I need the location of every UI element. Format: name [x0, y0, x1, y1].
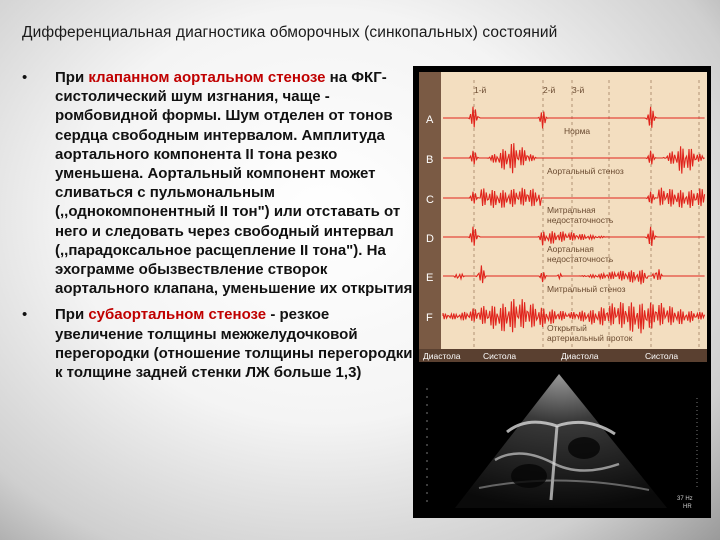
footer-label-diastole-1: Диастола	[423, 351, 461, 361]
row-label-a: Норма	[564, 126, 591, 136]
echocardiogram-svg	[419, 368, 707, 514]
row-label-f-1: Открытый	[547, 323, 587, 333]
row-letter-c: C	[426, 194, 434, 206]
row-label-b: Аортальный стеноз	[547, 166, 624, 176]
row-letter-d: D	[426, 233, 434, 245]
slide-title: Дифференциальная диагностика обморочных (синкопальных) состояний	[22, 24, 558, 41]
row-letter-f: F	[426, 312, 433, 324]
bullet-highlight: клапанном аортальном стенозе	[88, 69, 326, 86]
bullet-text	[55, 68, 414, 298]
bullet-prefix: При	[55, 69, 89, 86]
bullet-item-valvular	[22, 68, 414, 298]
header-label-s3: 3-й	[572, 85, 585, 95]
row-label-c-2: недостаточность	[547, 215, 614, 225]
figure-panel	[413, 66, 711, 518]
echo-caption-2: HR	[683, 504, 692, 510]
bullet-marker: •	[22, 306, 28, 324]
footer-label-systole-1: Систола	[483, 351, 517, 361]
footer-label-systole-2: Систола	[645, 351, 679, 361]
row-label-e: Митральный стеноз	[547, 284, 626, 294]
header-label-s2: 2-й	[543, 85, 556, 95]
row-label-d-1: Аортальная	[547, 244, 594, 254]
phonocardiogram-svg	[419, 72, 707, 362]
row-label-f-2: артериальный проток	[547, 333, 633, 343]
bullet-item-subaortic	[22, 305, 414, 382]
bullet-text	[55, 305, 414, 382]
bullet-prefix: При	[55, 306, 89, 324]
row-label-d-2: недостаточность	[547, 254, 614, 264]
bullet-suffix: - резкое увеличение толщины межжелудочковой перегородки (отношение толщины перегородки к толщине задней стенки ЛЖ больше 1,3)	[55, 306, 413, 382]
bullet-highlight: субаортальном стенозе	[88, 306, 267, 324]
echocardiogram-image	[419, 368, 707, 514]
phonocardiogram-figure	[419, 72, 707, 362]
echo-caption-1: 37 Hz	[677, 496, 693, 502]
row-letter-a: A	[426, 114, 434, 126]
footer-label-diastole-2: Диастола	[561, 351, 599, 361]
bullet-list	[22, 68, 414, 389]
row-label-c-1: Митральная	[547, 205, 596, 215]
row-letter-e: E	[426, 272, 434, 284]
bullet-suffix: на ФКГ- систолический шум изгнания, чаще - ромбовидной формы. Шум отделен от тонов сердца свободным интервалом. Амплитуда аортального компонента II тона резко уменьшена. Аортальный компонент может сливаться с пульмональным (,,однокомпонентный II тон") или отставать от него и следовать через свободный интервал (,,парадоксальное расщепление II тона"). На эхограмме обызвествление створок аортального клапана, уменьшение их открытия	[55, 69, 413, 298]
header-label-s1: 1-й	[474, 85, 487, 95]
row-letter-b: B	[426, 154, 434, 166]
bullet-marker: •	[22, 69, 28, 86]
